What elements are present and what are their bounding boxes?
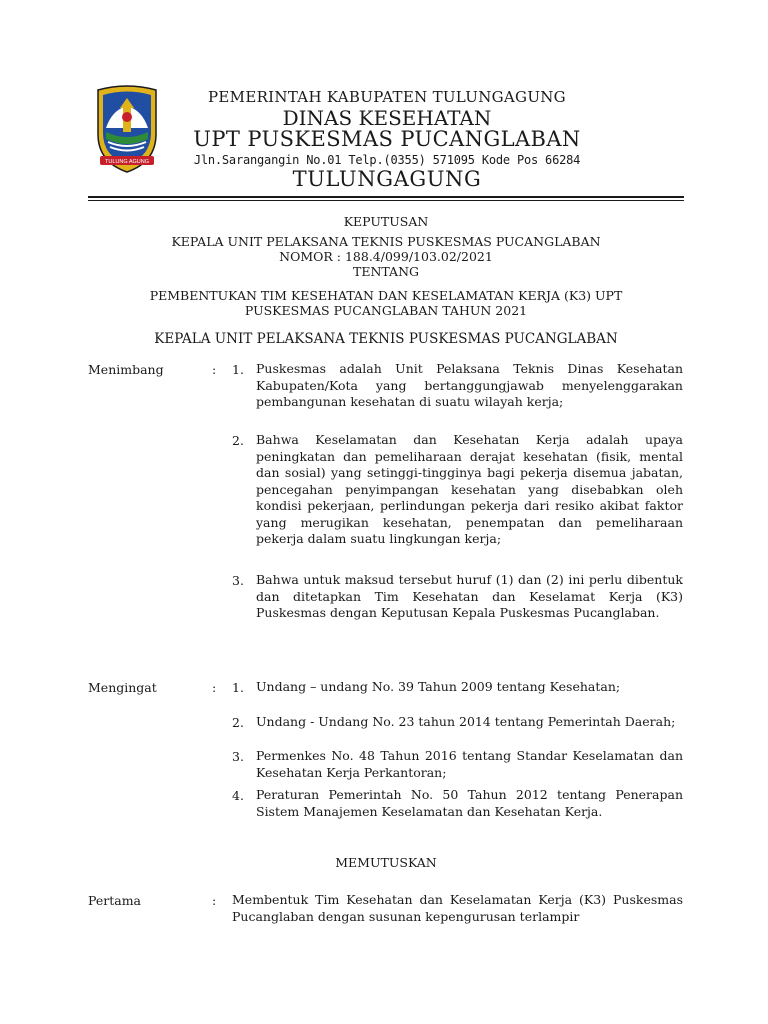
letterhead-address: Jln.Sarangangin No.01 Telp.(0355) 571095 Kode Pos 66284 — [193, 153, 581, 167]
letterhead-divider-thick — [88, 196, 684, 198]
menimbang-colon: : — [212, 362, 217, 377]
letterhead-divider-thin — [88, 200, 684, 201]
menimbang-item-1-number: 1. — [232, 362, 244, 377]
mengingat-item-1-text: Undang – undang No. 39 Tahun 2009 tentang Kesehatan; — [256, 679, 621, 694]
logo-text: TULUNG AGUNG — [104, 159, 150, 165]
menimbang-item-2-number: 2. — [232, 433, 244, 448]
decree-issuer: KEPALA UNIT PELAKSANA TEKNIS PUSKESMAS PUCANGLABAN — [171, 234, 601, 249]
decree-about-label: TENTANG — [352, 264, 419, 279]
mengingat-item-1-number: 1. — [232, 680, 244, 695]
menimbang-item-3-text: Bahwa untuk maksud tersebut huruf (1) dan (2) ini perlu dibentuk dan ditetapkan Tim Kesehatan dan Keselamat Kerja (K3) Puskesmas dengan Keputusan Kepala Puskesmas Pucanglaban. — [256, 572, 683, 620]
decree-subject-line-2: PUSKESMAS PUCANGLABAN TAHUN 2021 — [244, 303, 528, 318]
menimbang-item-3-number: 3. — [232, 573, 244, 588]
pertama-text: Membentuk Tim Kesehatan dan Keselamatan Kerja (K3) Puskesmas Pucanglaban dengan susunan kepengurusan terlampir — [232, 892, 683, 924]
letterhead-city: TULUNGAGUNG — [292, 167, 482, 191]
menimbang-item-2-text: Bahwa Keselamatan dan Kesehatan Kerja adalah upaya peningkatan dan pemeliharaan derajat kesehatan (fisik, mental dan sosial) yang setinggi-tingginya bagi pekerja disemua jabatan, pencegahan penyimpangan kesehatan yang disebabkan oleh kondisi pekerjaan, perlindungan pekerja dari resiko akibat faktor yang merugikan kesehatan, penempatan dan pemeliharaan pekerja dalam suatu lingkungan kerja; — [256, 432, 683, 546]
mengingat-item-2-number: 2. — [232, 715, 244, 730]
mengingat-item-4-number: 4. — [232, 788, 244, 803]
decree-number: NOMOR : 188.4/099/103.02/2021 — [279, 249, 493, 264]
letterhead-department: DINAS KESEHATAN — [282, 106, 492, 130]
letterhead-government: PEMERINTAH KABUPATEN TULUNGAGUNG — [208, 88, 566, 106]
pertama-label: Pertama — [88, 893, 142, 908]
memutuskan-heading: MEMUTUSKAN — [335, 855, 437, 870]
mengingat-label: Mengingat — [88, 680, 157, 695]
menimbang-item-1-text: Puskesmas adalah Unit Pelaksana Teknis Dinas Kesehatan Kabupaten/Kota yang bertanggungjawab menyelenggarakan pembangunan kesehatan di suatu wilayah kerja; — [256, 361, 683, 409]
mengingat-item-4-text: Peraturan Pemerintah No. 50 Tahun 2012 tentang Penerapan Sistem Manajemen Keselamatan dan Kesehatan Kerja. — [256, 787, 683, 819]
tulungagung-regency-logo — [92, 84, 162, 174]
mengingat-item-2-text: Undang - Undang No. 23 tahun 2014 tentang Pemerintah Daerah; — [256, 714, 676, 729]
decree-subject-line-1: PEMBENTUKAN TIM KESEHATAN DAN KESELAMATAN KERJA (K3) UPT — [149, 288, 623, 303]
mengingat-item-3-number: 3. — [232, 749, 244, 764]
menimbang-label: Menimbang — [88, 362, 164, 377]
pertama-colon: : — [212, 893, 217, 908]
decree-title: KEPUTUSAN — [343, 214, 429, 229]
mengingat-colon: : — [212, 680, 217, 695]
decree-issuer-repeat: KEPALA UNIT PELAKSANA TEKNIS PUSKESMAS PUCANGLABAN — [154, 331, 618, 347]
mengingat-item-3-text: Permenkes No. 48 Tahun 2016 tentang Standar Keselamatan dan Kesehatan Kerja Perkantoran; — [256, 748, 683, 780]
letterhead-unit: UPT PUSKESMAS PUCANGLABAN — [193, 127, 581, 151]
